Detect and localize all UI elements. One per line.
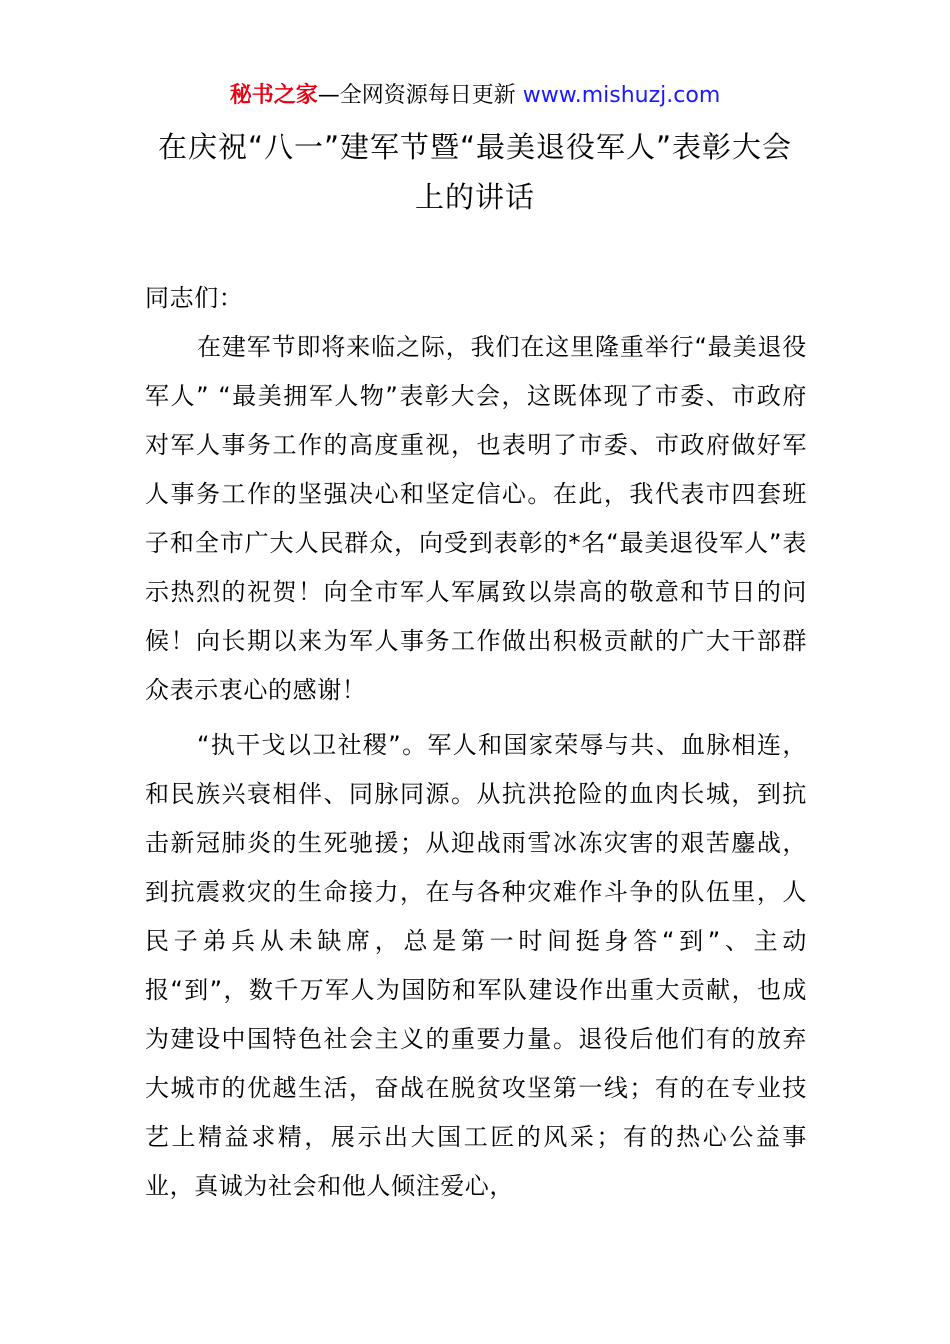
body-paragraph-1 [145, 323, 807, 715]
salutation: 同志们： [145, 284, 244, 312]
paragraph-text: “执干戈以卫社稷”。军人和国家荣辱与共、血脉相连，和民族兴衰相伴、同脉同源。从抗洪抢险的血肉长城，到抗击新冠肺炎的生死驰援；从迎战雨雪冰冻灾害的艰苦鏖战，到抗震救灾的生命接力，在与各种灾难作斗争的队伍里，人民子弟兵从未缺席，总是第一时间挺身答“到”、主动报“到”，数千万军人为国防和军队建设作出重大贡献，也成为建设中国特色社会主义的重要力量。退役后他们有的放弃大城市的优越生活，奋战在脱贫攻坚第一线；有的在专业技艺上精益求精，展示出大国工匠的风采；有的热心公益事业，真诚为社会和他人倾注爱心， [145, 731, 807, 1200]
brand-name: 秘书之家 [229, 83, 318, 108]
document-title: 在庆祝“八一”建军节暨“最美退役军人”表彰大会上的讲话 [157, 130, 793, 214]
site-header [0, 80, 950, 112]
paragraph-text: 在建军节即将来临之际，我们在这里隆重举行“最美退役军人” “最美拥军人物”表彰大会，这既体现了市委、市政府对军人事务工作的高度重视，也表明了市委、市政府做好军人事务工作的坚强决心和坚定信心。在此，我代表市四套班子和全市广大人民群众，向受到表彰的*名“最美退役军人”表示热烈的祝贺！向全市军人军属致以崇高的敬意和节日的问候！向长期以来为军人事务工作做出积极贡献的广大干部群众表示衷心的感谢！ [145, 333, 807, 704]
site-url-link[interactable]: www.mishuzj.com [522, 83, 721, 108]
header-tagline: —全网资源每日更新 [317, 83, 523, 108]
body-paragraph-2 [145, 721, 807, 1211]
